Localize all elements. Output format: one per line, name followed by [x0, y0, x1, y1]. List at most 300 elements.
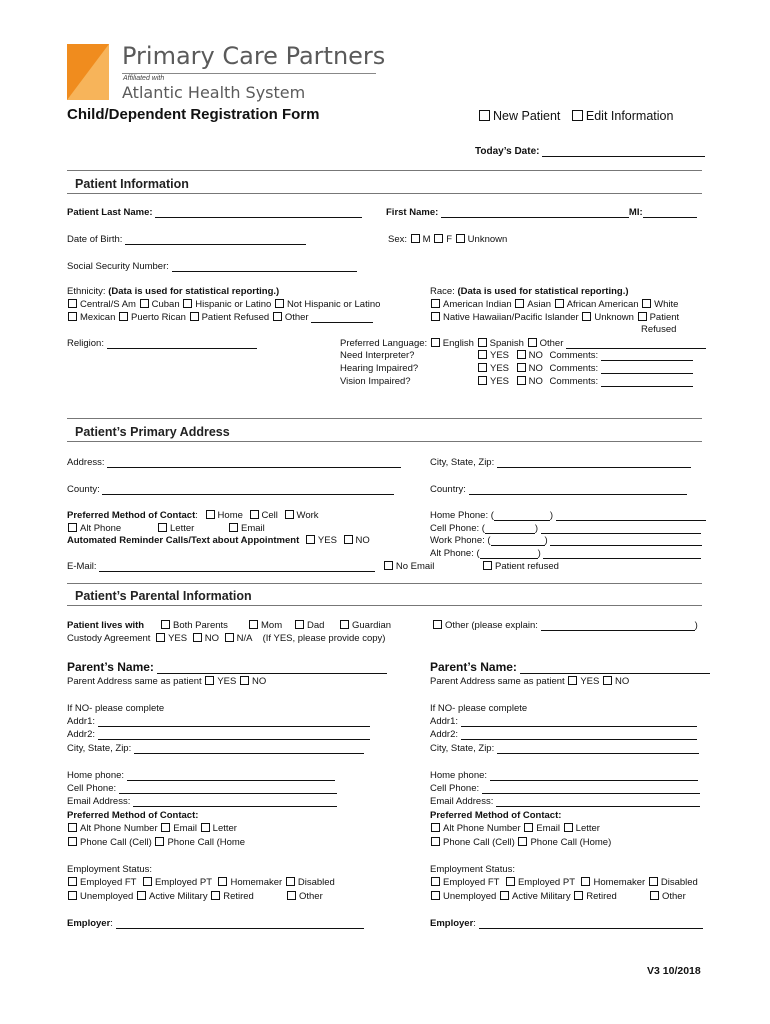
parental-section-title: Patient’s Parental Information — [75, 589, 252, 603]
parent2-same-no-label: NO — [614, 676, 630, 687]
lang-other-field[interactable] — [566, 338, 706, 349]
lives-mom-checkbox[interactable] — [249, 620, 258, 629]
parent2-emp-row2 — [430, 891, 617, 902]
logo-system: Atlantic Health System — [122, 83, 306, 102]
last-name-label: Patient Last Name: — [67, 207, 153, 218]
lives-guardian-label: Guardian — [352, 620, 392, 631]
parent2-employer-field[interactable] — [479, 918, 703, 929]
parent1-unemployed-checkbox[interactable] — [68, 891, 77, 900]
parent2-callcell-checkbox[interactable] — [431, 837, 440, 846]
race-unknown-label: Unknown — [594, 312, 634, 323]
lives-mom — [248, 620, 282, 631]
parent1-if-no: If NO- please complete — [67, 703, 165, 714]
contact-alt-checkbox[interactable] — [68, 523, 77, 532]
parent2-name-label: Parent’s Name: — [430, 660, 517, 674]
home-phone-field[interactable] — [556, 510, 706, 521]
eth-puerto-label: Puerto Rican — [131, 312, 186, 323]
vision-yes-checkbox[interactable] — [478, 376, 487, 385]
custody-na-checkbox[interactable] — [225, 633, 234, 642]
parent1-home-label: Home phone: — [67, 770, 125, 781]
parent1-email-field[interactable] — [133, 796, 337, 807]
parent1-name-field[interactable] — [157, 661, 387, 674]
parent1-homemaker-checkbox[interactable] — [218, 877, 227, 886]
address-field[interactable] — [107, 457, 401, 468]
city-row — [430, 457, 691, 468]
contact-home-label: Home — [217, 510, 243, 521]
contact-home-checkbox[interactable] — [206, 510, 215, 519]
parent2-unemployed-label: Unemployed — [443, 891, 497, 902]
contact-cell-checkbox[interactable] — [250, 510, 259, 519]
work-phone-close: ) — [544, 535, 548, 546]
parent2-addr2-field[interactable] — [461, 729, 697, 740]
parent1-pt-checkbox[interactable] — [143, 877, 152, 886]
parent1-alt-checkbox[interactable] — [68, 823, 77, 832]
reminder-no-checkbox[interactable] — [344, 535, 353, 544]
eth-puerto-checkbox[interactable] — [119, 312, 128, 321]
email-refused-label: Patient refused — [495, 561, 559, 572]
eth-central-checkbox[interactable] — [68, 299, 77, 308]
parent2-alt-label: Alt Phone Number — [443, 823, 521, 834]
city-label: City, State, Zip: — [430, 457, 495, 468]
parent2-same-label: Parent Address same as patient — [430, 676, 565, 687]
logo-mark-icon — [67, 44, 109, 100]
parent2-alt-checkbox[interactable] — [431, 823, 440, 832]
form-title: Child/Dependent Registration Form — [67, 106, 320, 123]
parent1-cell-field[interactable] — [119, 783, 337, 794]
parent2-callcell-label: Phone Call (Cell) — [443, 837, 515, 848]
custody-no-checkbox[interactable] — [193, 633, 202, 642]
last-name-row — [67, 207, 362, 218]
parent1-ft-checkbox[interactable] — [68, 877, 77, 886]
address-label: Address: — [67, 457, 105, 468]
lives-guardian-checkbox[interactable] — [340, 620, 349, 629]
hearing-comments-field[interactable] — [601, 363, 693, 374]
custody-na-label: N/A — [236, 633, 252, 644]
sex-unknown-label: Unknown — [467, 234, 508, 245]
race-unknown-checkbox[interactable] — [582, 312, 591, 321]
custody-label: Custody Agreement — [67, 633, 151, 644]
cell-phone-close: ) — [534, 523, 539, 534]
need-interp-label: Need Interpreter? — [340, 350, 415, 361]
work-phone-field[interactable] — [550, 535, 702, 546]
todays-date-field[interactable] — [542, 146, 705, 157]
no-email-checkbox[interactable] — [384, 561, 393, 570]
sex-m-checkbox[interactable] — [411, 234, 420, 243]
parent1-employment-label: Employment Status: — [67, 864, 153, 875]
parent1-home-row — [67, 770, 335, 781]
alt-phone-field[interactable] — [543, 548, 701, 559]
parent1-email-checkbox[interactable] — [161, 823, 170, 832]
parent2-employer-label: Employer — [430, 918, 474, 929]
parent1-employer-colon: : — [110, 918, 113, 929]
custody-note: (If YES, please provide copy) — [262, 633, 386, 644]
parent1-letter-checkbox[interactable] — [201, 823, 210, 832]
logo — [67, 44, 387, 104]
parent1-csz-field[interactable] — [134, 743, 364, 754]
reminder-row — [67, 535, 370, 546]
ethnicity-heading — [67, 286, 279, 297]
parent1-same-yes-checkbox[interactable] — [205, 676, 214, 685]
parent1-callcell-checkbox[interactable] — [68, 837, 77, 846]
race-row-2 — [430, 312, 679, 323]
parent2-name-field[interactable] — [520, 661, 710, 674]
contact-alt-label: Alt Phone — [80, 523, 122, 534]
custody-yes-label: YES — [168, 633, 188, 644]
contact-work-checkbox[interactable] — [285, 510, 294, 519]
alt-phone-area[interactable] — [480, 548, 538, 559]
no-email-label: No Email — [395, 561, 435, 572]
eth-refused-label: Patient Refused — [201, 312, 270, 323]
parent1-csz-label: City, State, Zip: — [67, 743, 132, 754]
work-phone-area[interactable] — [491, 535, 545, 546]
race-asian-label: Asian — [527, 299, 552, 310]
ethnicity-label: Ethnicity: — [67, 286, 106, 297]
parent2-military-label: Active Military — [511, 891, 571, 902]
race-patient-label: Patient — [649, 312, 680, 323]
reminder-yes-checkbox[interactable] — [306, 535, 315, 544]
first-name-row — [386, 207, 697, 218]
parent1-addr1-field[interactable] — [98, 716, 370, 727]
vision-no-checkbox[interactable] — [517, 376, 526, 385]
ethnicity-note: (Data is used for statistical reporting.) — [108, 286, 280, 297]
country-field[interactable] — [469, 484, 687, 495]
ethnicity-row-2 — [67, 312, 373, 323]
lives-with-row — [67, 620, 144, 631]
parent2-emp-row1 — [430, 877, 698, 888]
parent2-callhome-label: Phone Call (Home) — [530, 837, 612, 848]
parent2-pref-contact: Preferred Method of Contact: — [430, 810, 562, 821]
parent1-home-field[interactable] — [127, 770, 335, 781]
parent1-other-checkbox[interactable] — [287, 891, 296, 900]
parent2-same-row — [430, 676, 629, 687]
sex-unknown-checkbox[interactable] — [456, 234, 465, 243]
patient-type-options — [478, 109, 673, 123]
parent2-contact-row2 — [430, 837, 611, 848]
parent1-addr2-field[interactable] — [98, 729, 370, 740]
vision-yes-label: YES — [490, 376, 510, 387]
race-label: Race: — [430, 286, 455, 297]
race-white-label: White — [654, 299, 679, 310]
last-name-field[interactable] — [155, 207, 362, 218]
parent2-homemaker-label: Homemaker — [593, 877, 646, 888]
parent1-emailpref-label: Email — [173, 823, 198, 834]
race-amind-label: American Indian — [443, 299, 512, 310]
cell-phone-area[interactable] — [485, 523, 535, 534]
vision-label: Vision Impaired? — [340, 376, 411, 387]
pref-lang-row — [340, 338, 706, 349]
eth-not-hispanic-checkbox[interactable] — [275, 299, 284, 308]
sex-m-label: M — [422, 234, 431, 245]
mi-field[interactable] — [643, 207, 697, 218]
contact-email — [228, 523, 265, 534]
lang-other-checkbox[interactable] — [528, 338, 537, 347]
first-name-field[interactable] — [441, 207, 629, 218]
race-heading — [430, 286, 629, 297]
email-row — [67, 561, 434, 572]
parent1-employer-field[interactable] — [116, 918, 364, 929]
parent1-other-emp — [286, 891, 323, 902]
vision-options — [477, 376, 693, 387]
parent1-military-label: Active Military — [148, 891, 208, 902]
interp-no-checkbox[interactable] — [517, 350, 526, 359]
new-patient-label: New Patient — [493, 109, 561, 123]
sex-f-checkbox[interactable] — [434, 234, 443, 243]
parent2-cell-row — [430, 783, 700, 794]
parent2-email-field[interactable] — [496, 796, 700, 807]
lang-spanish-label: Spanish — [489, 338, 524, 349]
parent1-same-yes-label: YES — [217, 676, 237, 687]
contact-work-label: Work — [296, 510, 319, 521]
race-patient-refused-checkbox[interactable] — [638, 312, 647, 321]
race-hawaiian-checkbox[interactable] — [431, 312, 440, 321]
race-white-checkbox[interactable] — [642, 299, 651, 308]
eth-not-hispanic-label: Not Hispanic or Latino — [286, 299, 381, 310]
ssn-field[interactable] — [172, 261, 357, 272]
reminder-label: Automated Reminder Calls/Text about Appointment — [67, 535, 300, 546]
custody-row — [67, 633, 385, 644]
interp-yes-checkbox[interactable] — [478, 350, 487, 359]
parent1-email-label: Email Address: — [67, 796, 131, 807]
hearing-yes-label: YES — [490, 363, 510, 374]
interp-options — [477, 350, 693, 361]
parent1-ft-label: Employed FT — [80, 877, 137, 888]
parent2-csz-field[interactable] — [497, 743, 699, 754]
vision-comments-field[interactable] — [601, 376, 693, 387]
work-phone-row — [430, 535, 702, 546]
reminder-yes-label: YES — [317, 535, 337, 546]
todays-date-label: Today’s Date: — [475, 146, 540, 157]
parent2-callhome-checkbox[interactable] — [518, 837, 527, 846]
interp-comments-field[interactable] — [601, 350, 693, 361]
parent1-same-no-checkbox[interactable] — [240, 676, 249, 685]
parent1-addr2-row — [67, 729, 370, 740]
parent2-home-label: Home phone: — [430, 770, 488, 781]
first-name-label: First Name: — [386, 207, 439, 218]
race-african-checkbox[interactable] — [555, 299, 564, 308]
work-phone-label: Work Phone: ( — [430, 535, 491, 546]
contact-letter-label: Letter — [170, 523, 195, 534]
parent2-ft-checkbox[interactable] — [431, 877, 440, 886]
parent2-letter-label: Letter — [575, 823, 600, 834]
parent1-emp-row1 — [67, 877, 335, 888]
contact-email-checkbox[interactable] — [229, 523, 238, 532]
lives-other — [432, 620, 698, 631]
lives-both-label: Both Parents — [173, 620, 228, 631]
home-phone-area[interactable] — [494, 510, 550, 521]
email-refused-checkbox[interactable] — [483, 561, 492, 570]
country-row — [430, 484, 687, 495]
contact-cell-label: Cell — [261, 510, 278, 521]
eth-refused-checkbox[interactable] — [190, 312, 199, 321]
parent2-home-field[interactable] — [490, 770, 698, 781]
pref-contact-row — [67, 510, 319, 521]
parent2-pt-checkbox[interactable] — [506, 877, 515, 886]
hearing-yes-checkbox[interactable] — [478, 363, 487, 372]
parent2-other-emp — [649, 891, 686, 902]
lives-dad — [294, 620, 324, 631]
alt-phone-close: ) — [537, 548, 541, 559]
custody-yes-checkbox[interactable] — [156, 633, 165, 642]
parent2-email-row — [430, 796, 700, 807]
parent2-emailpref-label: Email — [536, 823, 561, 834]
pref-lang-label: Preferred Language: — [340, 338, 428, 349]
parent2-name-row — [430, 660, 710, 674]
parent1-letter-label: Letter — [212, 823, 237, 834]
hearing-no-checkbox[interactable] — [517, 363, 526, 372]
edit-info-label: Edit Information — [585, 109, 674, 123]
logo-affiliated: Affiliated with — [123, 75, 165, 82]
parent2-addr1-field[interactable] — [461, 716, 697, 727]
parent2-same-yes-label: YES — [580, 676, 600, 687]
vision-comments-label: Comments: — [549, 376, 599, 387]
lives-dad-label: Dad — [307, 620, 325, 631]
ethnicity-row-1 — [67, 299, 380, 310]
alt-phone-row — [430, 548, 701, 559]
contact-row-2 — [67, 523, 121, 534]
sex-row — [388, 234, 507, 245]
parent2-disabled-checkbox[interactable] — [649, 877, 658, 886]
eth-other-label: Other — [284, 312, 309, 323]
parent1-same-no-label: NO — [251, 676, 267, 687]
email-field[interactable] — [99, 561, 375, 572]
email-refused — [482, 561, 559, 572]
parent2-addr2-label: Addr2: — [430, 729, 458, 740]
home-phone-label: Home Phone: ( — [430, 510, 494, 521]
lang-english-label: English — [442, 338, 474, 349]
parent1-homemaker-label: Homemaker — [230, 877, 283, 888]
custody-no-label: NO — [204, 633, 219, 644]
parent2-employer-colon: : — [473, 918, 476, 929]
parent1-contact-row2 — [67, 837, 245, 848]
parent1-addr1-label: Addr1: — [67, 716, 95, 727]
race-refused-label: Refused — [641, 324, 677, 335]
parent1-unemployed-label: Unemployed — [80, 891, 134, 902]
address-row — [67, 457, 401, 468]
lives-with-label: Patient lives with — [67, 620, 145, 631]
eth-hispanic-checkbox[interactable] — [183, 299, 192, 308]
parent1-military-checkbox[interactable] — [137, 891, 146, 900]
edit-info-checkbox[interactable] — [572, 110, 583, 121]
eth-mexican-label: Mexican — [80, 312, 116, 323]
parent2-email-checkbox[interactable] — [524, 823, 533, 832]
parent2-pt-label: Employed PT — [517, 877, 575, 888]
hearing-no-label: NO — [528, 363, 543, 374]
parent2-employer-row — [430, 918, 703, 929]
eth-cuban-label: Cuban — [151, 299, 180, 310]
new-patient-checkbox[interactable] — [479, 110, 490, 121]
race-note: (Data is used for statistical reporting.) — [457, 286, 629, 297]
county-row — [67, 484, 394, 495]
eth-cuban-checkbox[interactable] — [140, 299, 149, 308]
city-field[interactable] — [497, 457, 691, 468]
contact-email-label: Email — [241, 523, 265, 534]
dob-field[interactable] — [125, 234, 306, 245]
parent2-same-yes-checkbox[interactable] — [568, 676, 577, 685]
parent2-homemaker-checkbox[interactable] — [581, 877, 590, 886]
parent1-disabled-checkbox[interactable] — [286, 877, 295, 886]
logo-brand: Primary Care Partners — [122, 42, 386, 70]
parent1-pt-label: Employed PT — [154, 877, 212, 888]
race-amind-checkbox[interactable] — [431, 299, 440, 308]
eth-mexican-checkbox[interactable] — [68, 312, 77, 321]
lives-other-close: ) — [694, 620, 698, 631]
parent1-cell-label: Cell Phone: — [67, 783, 117, 794]
address-section-title: Patient’s Primary Address — [75, 425, 230, 439]
home-phone-row — [430, 510, 706, 521]
parent1-emp-row2 — [67, 891, 254, 902]
lives-dad-checkbox[interactable] — [295, 620, 304, 629]
parent2-unemployed-checkbox[interactable] — [431, 891, 440, 900]
lives-other-field[interactable] — [541, 620, 695, 631]
cell-phone-field[interactable] — [541, 523, 701, 534]
ssn-row — [67, 261, 357, 272]
parent1-csz-row — [67, 743, 364, 754]
parent1-pref-contact: Preferred Method of Contact: — [67, 810, 199, 821]
lang-english-checkbox[interactable] — [431, 338, 440, 347]
lang-other-label: Other — [539, 338, 564, 349]
eth-other-checkbox[interactable] — [273, 312, 282, 321]
eth-central-label: Central/S Am — [80, 299, 136, 310]
parent1-other-label: Other — [299, 891, 323, 902]
parent1-same-label: Parent Address same as patient — [67, 676, 202, 687]
parent2-retired-label: Retired — [586, 891, 617, 902]
hearing-label: Hearing Impaired? — [340, 363, 419, 374]
eth-other-field[interactable] — [311, 312, 373, 323]
parent2-if-no: If NO- please complete — [430, 703, 528, 714]
parent1-retired-checkbox[interactable] — [211, 891, 220, 900]
parent2-csz-row — [430, 743, 699, 754]
parent1-cell-row — [67, 783, 337, 794]
interp-yes-label: YES — [490, 350, 510, 361]
parent2-addr2-row — [430, 729, 697, 740]
logo-rule — [122, 73, 376, 74]
cell-phone-row — [430, 523, 701, 534]
parent2-retired-checkbox[interactable] — [574, 891, 583, 900]
contact-letter-checkbox[interactable] — [158, 523, 167, 532]
parent2-other-checkbox[interactable] — [650, 891, 659, 900]
lang-spanish-checkbox[interactable] — [478, 338, 487, 347]
pref-contact-colon: : — [195, 510, 198, 521]
parent2-home-row — [430, 770, 698, 781]
race-asian-checkbox[interactable] — [515, 299, 524, 308]
lives-other-checkbox[interactable] — [433, 620, 442, 629]
parent2-same-no-checkbox[interactable] — [603, 676, 612, 685]
parent2-other-label: Other — [662, 891, 686, 902]
parent2-letter-checkbox[interactable] — [564, 823, 573, 832]
parent2-cell-field[interactable] — [482, 783, 700, 794]
parent1-contact-row1 — [67, 823, 237, 834]
parent1-same-row — [67, 676, 266, 687]
county-label: County: — [67, 484, 100, 495]
parent2-disabled-label: Disabled — [660, 877, 698, 888]
race-african-label: African American — [566, 299, 639, 310]
sex-f-label: F — [446, 234, 453, 245]
lives-both-checkbox[interactable] — [161, 620, 170, 629]
religion-field[interactable] — [107, 338, 257, 349]
lives-guardian — [339, 620, 391, 631]
parent1-employer-row — [67, 918, 364, 929]
parent1-name-row — [67, 660, 387, 674]
parent1-name-label: Parent’s Name: — [67, 660, 154, 674]
parent1-callhome-checkbox[interactable] — [155, 837, 164, 846]
parent2-military-checkbox[interactable] — [500, 891, 509, 900]
sex-label: Sex: — [388, 234, 408, 245]
alt-phone-label: Alt Phone: ( — [430, 548, 480, 559]
cell-phone-label: Cell Phone: ( — [430, 523, 485, 534]
parent2-addr1-label: Addr1: — [430, 716, 458, 727]
county-field[interactable] — [102, 484, 394, 495]
interp-no-label: NO — [528, 350, 543, 361]
